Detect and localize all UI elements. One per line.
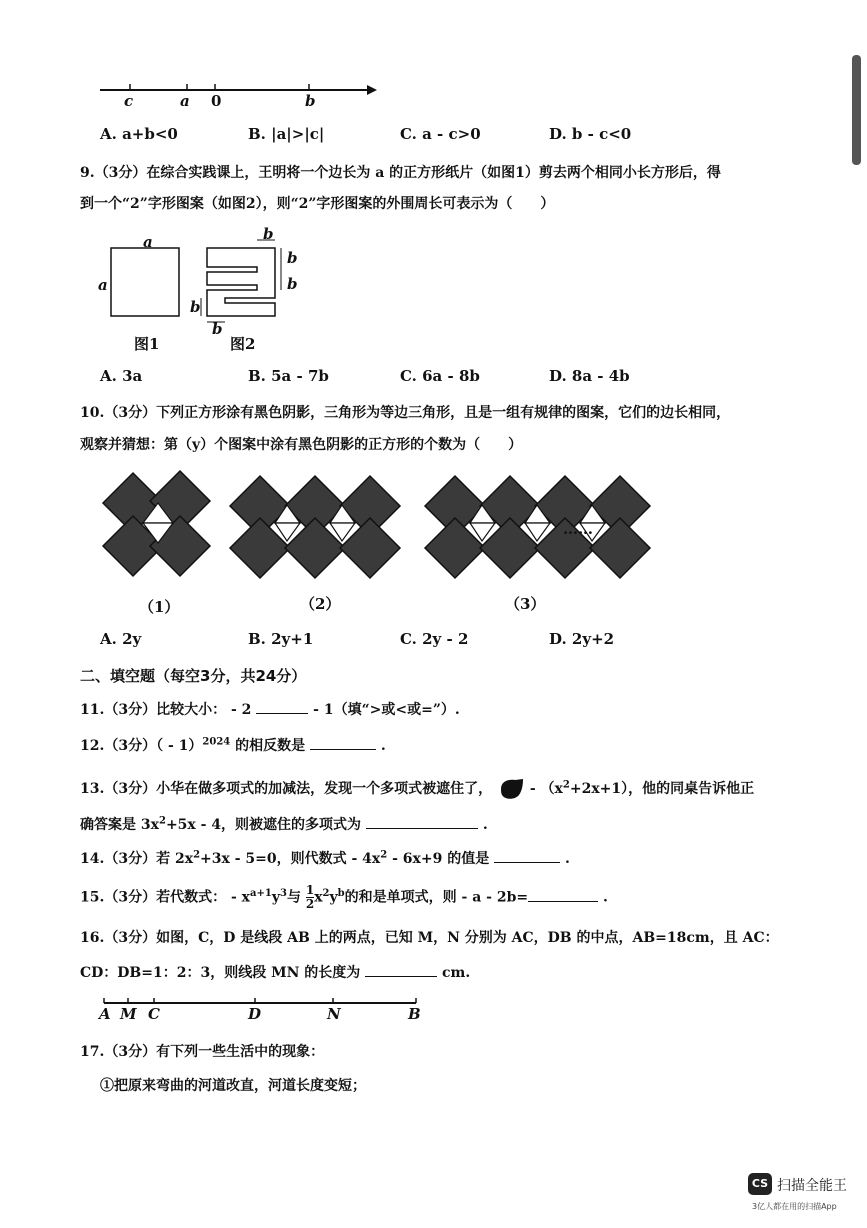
q9-option-d: D. 8a - 4b xyxy=(549,367,630,385)
camscanner-tagline: 3亿人都在用的扫描App xyxy=(752,1202,837,1211)
number-line-q8 xyxy=(95,78,380,110)
q9-line1: 9.（3分）在综合实践课上，王明将一个边长为 a 的正方形纸片（如图1）剪去两个相同小长方形后，得 xyxy=(80,165,721,181)
q9-option-c: C. 6a - 8b xyxy=(400,367,480,385)
point-b: B xyxy=(408,1005,421,1023)
q13-pre: 13.（3分）小华在做多项式的加减法，发现一个多项式被遮住了， xyxy=(80,781,493,797)
fig2-b1: b xyxy=(263,225,274,243)
q13-exp1: 2 xyxy=(562,779,570,791)
q12-exponent: 2024 xyxy=(202,736,231,748)
q15-pre: 15.（3分）若代数式： - x xyxy=(80,889,251,906)
q12 xyxy=(80,735,386,755)
q15-rest: 的和是单项式，则 - a - 2b= xyxy=(344,889,529,906)
q11 xyxy=(80,699,460,719)
q9-option-a: A. 3a xyxy=(100,367,143,385)
q17-item1: ①把原来弯曲的河道改直，河道长度变短； xyxy=(100,1078,366,1094)
q11-answer-blank[interactable] xyxy=(256,699,308,714)
q13-answer-blank[interactable] xyxy=(366,814,478,829)
q13-line2 xyxy=(80,814,488,834)
label-b: b xyxy=(305,92,316,110)
label-zero: 0 xyxy=(211,92,222,110)
q10-patterns xyxy=(95,463,695,588)
fig1-top-a: a xyxy=(143,233,153,251)
q14-exp2: 2 xyxy=(380,849,388,861)
q9-figures xyxy=(95,228,315,353)
q16-unit: cm. xyxy=(442,965,471,981)
fig1-caption: 图1 xyxy=(134,335,160,353)
pattern-continuation-dots: …… xyxy=(563,520,593,538)
q11-post: - 1（填“>或<或=”）. xyxy=(313,702,460,718)
q14 xyxy=(80,848,570,868)
point-d: D xyxy=(248,1005,262,1023)
fig2-caption: 图2 xyxy=(230,335,256,353)
q9-line2: 到一个“2”字形图案（如图2），则“2”字形图案的外围周长可表示为（ ） xyxy=(80,196,555,212)
q12-end: . xyxy=(380,738,386,754)
point-a: A xyxy=(99,1005,111,1023)
q15 xyxy=(80,884,608,911)
q12-mid: 的相反数是 xyxy=(235,738,306,754)
q16-line2 xyxy=(80,962,470,982)
q16-line1: 16.（3分）如图，C，D 是线段 AB 上的两点，已知 M，N 分别为 AC，DB 的中点，AB=18cm，且 AC： xyxy=(80,930,779,946)
q17-line1: 17.（3分）有下列一些生活中的现象： xyxy=(80,1044,325,1060)
point-n: N xyxy=(327,1005,341,1023)
camscanner-name: 扫描全能王 xyxy=(777,1178,847,1194)
q9-option-b: B. 5a - 7b xyxy=(248,367,329,385)
q16-line2a: CD：DB=1：2：3，则线段 MN 的长度为 xyxy=(80,965,361,981)
q11-pre: 11.（3分）比较大小： - 2 xyxy=(80,702,252,718)
label-a: a xyxy=(180,92,190,110)
q14-end: . xyxy=(565,851,570,867)
point-m: M xyxy=(120,1005,137,1023)
q12-pre: 12.（3分）（ - 1） xyxy=(80,738,203,754)
q12-answer-blank[interactable] xyxy=(310,735,376,750)
q13-end: . xyxy=(482,817,488,833)
q15-and: 与 xyxy=(286,889,301,906)
pattern-1-caption: （1） xyxy=(139,598,180,616)
q14-mid: +3x - 5=0，则代数式 - 4x xyxy=(200,851,381,867)
q14-rest: - 6x+9 的值是 xyxy=(387,851,490,867)
q13-exp2: 2 xyxy=(158,815,166,827)
q10-line1: 10.（3分）下列正方形涂有黑色阴影，三角形为等边三角形，且是一组有规律的图案，它们的边长相同， xyxy=(80,405,731,421)
q10-line2: 观察并猜想：第（y）个图案中涂有黑色阴影的正方形的个数为（ ） xyxy=(80,437,523,453)
q15-exp2: 2 xyxy=(322,887,330,899)
point-c: C xyxy=(148,1005,160,1023)
pattern-3-caption: （3） xyxy=(505,595,546,613)
q10-option-b: B. 2y+1 xyxy=(248,630,314,648)
q14-exp1: 2 xyxy=(193,849,201,861)
q15-yb: y xyxy=(329,889,338,906)
label-c: c xyxy=(124,92,134,110)
fig1-left-a: a xyxy=(98,276,108,294)
q10-option-a: A. 2y xyxy=(100,630,142,648)
q16-answer-blank[interactable] xyxy=(365,962,437,977)
q13-rest: +2x+1），他的同桌告诉他正 xyxy=(569,781,755,797)
q8-option-d: D. b - c<0 xyxy=(549,125,632,143)
q15-answer-blank[interactable] xyxy=(528,887,598,902)
q10-option-d: D. 2y+2 xyxy=(549,630,615,648)
q15-exp-b: b xyxy=(337,887,345,899)
q15-exp-a: a+1 xyxy=(250,887,272,899)
q8-option-b: B. |a|>|c| xyxy=(248,125,325,143)
camscanner-logo: CS xyxy=(748,1173,772,1195)
scrollbar-thumb[interactable] xyxy=(852,55,861,165)
q13-line2a: 确答案是 3x xyxy=(80,817,159,833)
q15-frac-num: 1 xyxy=(305,883,315,897)
q14-pre: 14.（3分）若 2x xyxy=(80,851,194,867)
q8-option-c: C. a - c>0 xyxy=(400,125,481,143)
q15-frac-den: 2 xyxy=(305,897,315,911)
q13-line1 xyxy=(80,777,754,801)
q10-option-c: C. 2y - 2 xyxy=(400,630,469,648)
q8-option-a: A. a+b<0 xyxy=(100,125,178,143)
q15-y: y xyxy=(271,889,280,906)
pattern-2-caption: （2） xyxy=(300,595,341,613)
q15-end: . xyxy=(602,889,608,906)
q14-answer-blank[interactable] xyxy=(494,848,560,863)
section-2-heading: 二、填空题（每空3分，共24分） xyxy=(80,667,307,685)
q13-mid: - （x xyxy=(529,781,563,797)
q15-x: x xyxy=(314,889,323,906)
fig2-b2: b xyxy=(287,249,298,267)
q15-exp3: 3 xyxy=(279,887,287,899)
fig2-b3: b xyxy=(287,275,298,293)
q15-fraction xyxy=(306,884,314,911)
q13-line2b: +5x - 4，则被遮住的多项式为 xyxy=(165,817,362,833)
fig2-b4: b xyxy=(190,298,201,316)
fig2-b5: b xyxy=(212,320,223,338)
ink-blot-icon xyxy=(497,777,525,801)
